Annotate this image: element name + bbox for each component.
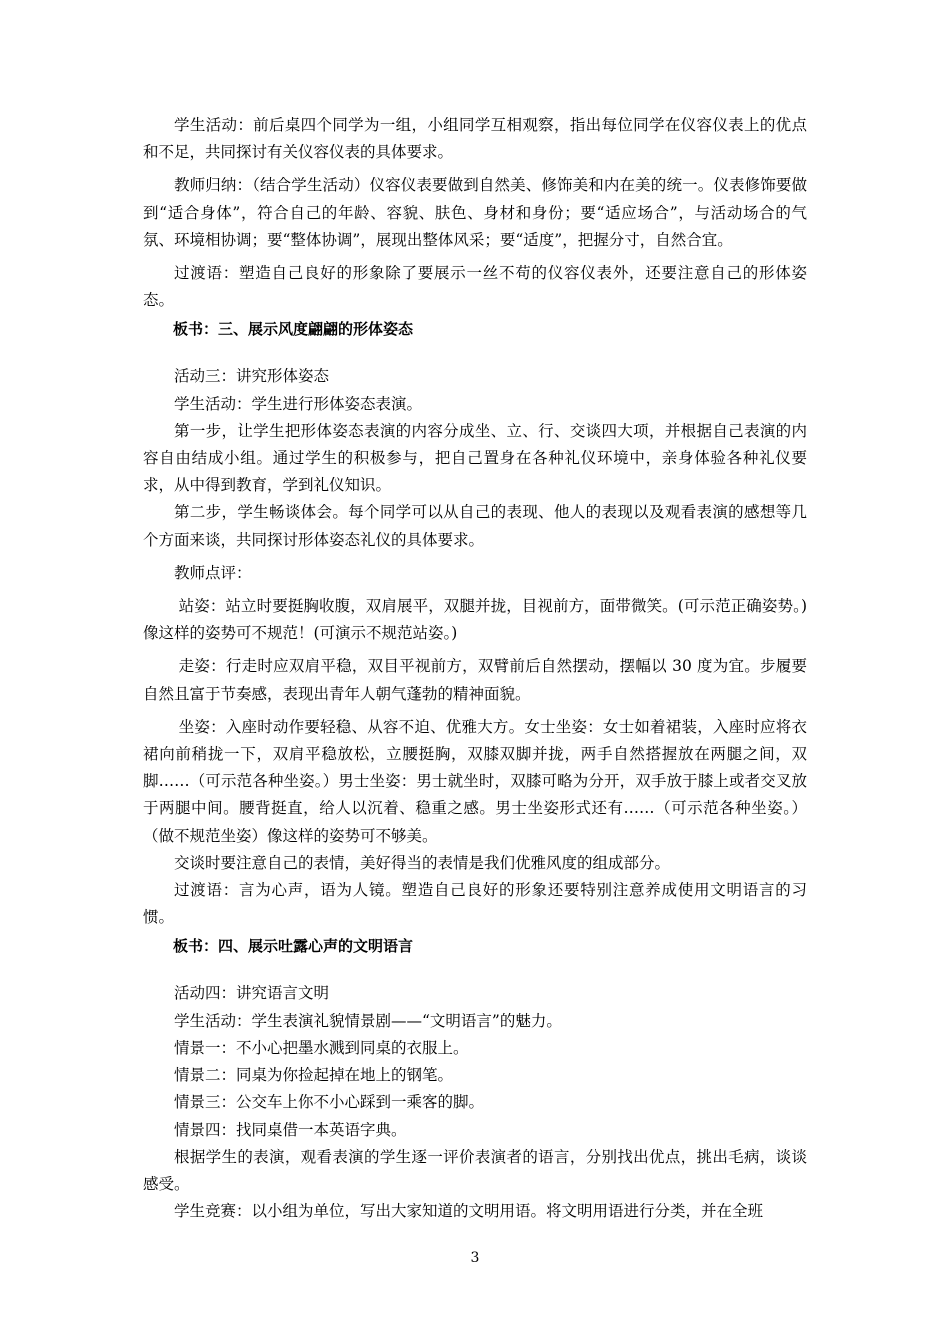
paragraph-student-activity-3: 学生活动：学生表演礼貌情景剧——“文明语言”的魅力。 [174,1011,562,1030]
paragraph-activity-3: 活动三：讲究形体姿态 [174,367,330,386]
paragraph-transition-2: 过渡语：言为心声，语为人镜。塑造自己良好的形象还要特别注意养成使用文明语言的习惯。 [143,881,807,927]
paragraph-student-activity-1: 学生活动：前后桌四个同学为一组，小组同学互相观察，指出每位同学在仪容仪表上的优点和不足，共同探讨有关仪容仪表的具体要求。 [143,116,807,162]
paragraph-evaluation: 根据学生的表演，观看表演的学生逐一评价表演者的语言，分别找出优点，挑出毛病，谈谈感受。 [143,1147,807,1193]
board-heading-4: 板书：四、展示吐露心声的文明语言 [173,937,414,956]
paragraph-teacher-comment: 教师点评： [174,563,252,582]
page-number: 3 [470,1250,480,1266]
paragraph-walking-posture: 走姿：行走时应双肩平稳，双目平视前方，双臂前后自然摆动，摆幅以 30 度为宜。步履要自然且富于节奏感，表现出青年人朝气蓬勃的精神面貌。 [143,657,807,703]
paragraph-standing-posture: 站姿：站立时要挺胸收腹，双肩展平，双腿并拢，目视前方，面带微笑。(可示范正确姿势。)像这样的姿势可不规范！(可演示不规范站姿。) [143,597,807,643]
paragraph-scenario-3: 情景三：公交车上你不小心踩到一乘客的脚。 [174,1093,485,1112]
paragraph-competition: 学生竞赛：以小组为单位，写出大家知道的文明用语。将文明用语进行分类，并在全班 [174,1202,764,1221]
paragraph-scenario-4: 情景四：找同桌借一本英语字典。 [174,1120,407,1139]
paragraph-scenario-2: 情景二：同桌为你捡起掉在地上的钢笔。 [174,1066,454,1085]
paragraph-sitting-posture: 坐姿：入座时动作要轻稳、从容不迫、优雅大方。女士坐姿：女士如着裙装，入座时应将衣裙向前稍拢一下，双肩平稳放松，立腰挺胸，双膝双脚并拢，两手自然搭握放在两腿之间，双脚……（可示范各种坐姿。）男士坐姿：男士就坐时，双膝可略为分开，双手放于膝上或者交叉放于两腿中间。腰背挺直，给人以沉着、稳重之感。男士坐姿形式还有……（可示范各种坐姿。）（做不规范坐姿）像这样的姿势可不够美。 [143,717,807,845]
paragraph-step-2: 第二步，学生畅谈体会。每个同学可以从自己的表现、他人的表现以及观看表演的感想等几个方面来谈，共同探讨形体姿态礼仪的具体要求。 [143,503,807,549]
paragraph-scenario-1: 情景一：不小心把墨水溅到同桌的衣服上。 [174,1038,469,1057]
paragraph-conversation: 交谈时要注意自己的表情，美好得当的表情是我们优雅风度的组成部分。 [174,853,671,872]
body-text [143,112,807,1225]
paragraph-step-1: 第一步，让学生把形体姿态表演的内容分成坐、立、行、交谈四大项，并根据自己表演的内容自由结成小组。通过学生的积极参与，把自己置身在各种礼仪环境中，亲身体验各种礼仪要求，从中得到教育，学到礼仪知识。 [143,421,807,495]
board-heading-3: 板书：三、展示风度翩翩的形体姿态 [173,320,414,339]
paragraph-student-activity-2: 学生活动：学生进行形体姿态表演。 [174,394,423,413]
paragraph-teacher-summary: 教师归纳：（结合学生活动）仪容仪表要做到自然美、修饰美和内在美的统一。仪表修饰要做到“适合身体”，符合自己的年龄、容貌、肤色、身材和身份；要“适应场合”，与活动场合的气氛、环境相协调；要“整体协调”，展现出整体风采；要“适度”，把握分寸，自然合宜。 [143,176,807,249]
paragraph-transition-1: 过渡语：塑造自己良好的形象除了要展示一丝不苟的仪容仪表外，还要注意自己的形体姿态。 [143,264,807,310]
paragraph-activity-4: 活动四：讲究语言文明 [174,984,330,1003]
